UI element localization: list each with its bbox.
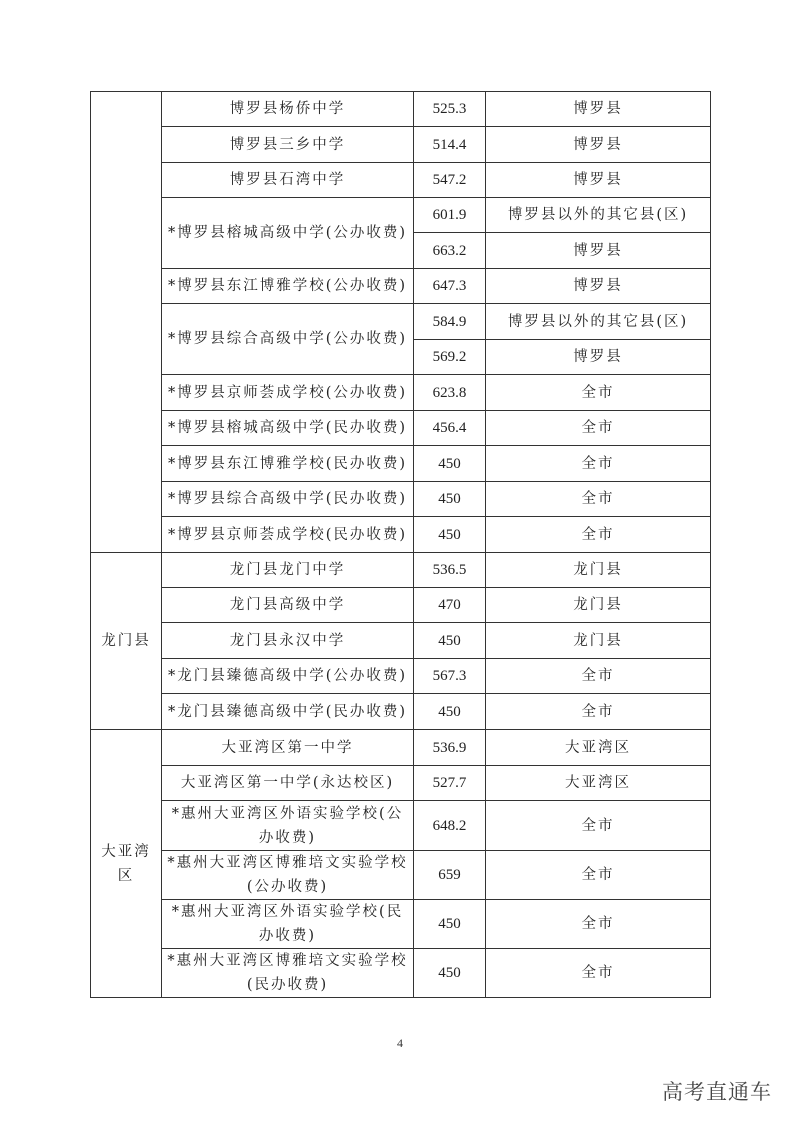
table-row <box>91 900 711 949</box>
table-row <box>91 801 711 851</box>
school-name: *博罗县东江博雅学校(民办收费) <box>162 446 414 482</box>
school-name: *博罗县综合高级中学(民办收费) <box>162 482 414 517</box>
school-name: 大亚湾区第一中学 <box>162 730 414 766</box>
scope-cell: 全市 <box>486 659 711 694</box>
score-cell: 663.2 <box>414 233 486 269</box>
school-name: *博罗县榕城高级中学(民办收费) <box>162 411 414 446</box>
score-cell: 527.7 <box>414 766 486 801</box>
table-row <box>91 163 711 198</box>
table-row <box>91 730 711 766</box>
score-cell: 647.3 <box>414 269 486 304</box>
scope-cell: 博罗县以外的其它县(区) <box>486 304 711 340</box>
score-cell: 584.9 <box>414 304 486 340</box>
score-cell: 456.4 <box>414 411 486 446</box>
scope-cell: 全市 <box>486 517 711 553</box>
score-cell: 601.9 <box>414 198 486 233</box>
table-row <box>91 482 711 517</box>
scope-cell: 博罗县以外的其它县(区) <box>486 198 711 233</box>
table-row <box>91 127 711 163</box>
score-cell: 450 <box>414 446 486 482</box>
school-name: *龙门县臻德高级中学(公办收费) <box>162 659 414 694</box>
table-row <box>91 588 711 623</box>
scope-cell: 全市 <box>486 411 711 446</box>
school-name: 博罗县杨侨中学 <box>162 92 414 127</box>
school-name: 龙门县高级中学 <box>162 588 414 623</box>
table-row <box>91 411 711 446</box>
score-cell: 514.4 <box>414 127 486 163</box>
school-name: *龙门县臻德高级中学(民办收费) <box>162 694 414 730</box>
score-cell: 525.3 <box>414 92 486 127</box>
scope-cell: 博罗县 <box>486 163 711 198</box>
table-row <box>91 766 711 801</box>
table-row <box>91 375 711 411</box>
score-cell: 450 <box>414 949 486 998</box>
scope-cell: 龙门县 <box>486 588 711 623</box>
table-row <box>91 694 711 730</box>
scope-cell: 龙门县 <box>486 623 711 659</box>
scope-cell: 大亚湾区 <box>486 730 711 766</box>
scope-cell: 全市 <box>486 801 711 851</box>
score-cell: 659 <box>414 851 486 900</box>
table-row <box>91 851 711 900</box>
score-cell: 536.9 <box>414 730 486 766</box>
school-name: 博罗县石湾中学 <box>162 163 414 198</box>
table-row <box>91 659 711 694</box>
school-name: *博罗县东江博雅学校(公办收费) <box>162 269 414 304</box>
scope-cell: 全市 <box>486 694 711 730</box>
score-cell: 470 <box>414 588 486 623</box>
school-name: 龙门县永汉中学 <box>162 623 414 659</box>
region-cell: 大亚湾区 <box>91 730 162 998</box>
score-cell: 536.5 <box>414 553 486 588</box>
watermark: 高考直通车 <box>662 1080 772 1104</box>
school-name: *惠州大亚湾区博雅培文实验学校(民办收费) <box>162 949 414 998</box>
score-cell: 450 <box>414 900 486 949</box>
school-name: *惠州大亚湾区外语实验学校(民办收费) <box>162 900 414 949</box>
scope-cell: 博罗县 <box>486 269 711 304</box>
table-row <box>91 623 711 659</box>
table-row <box>91 269 711 304</box>
score-cell: 567.3 <box>414 659 486 694</box>
school-name: *博罗县榕城高级中学(公办收费) <box>162 198 414 269</box>
school-name: *惠州大亚湾区外语实验学校(公办收费) <box>162 801 414 851</box>
school-name: *惠州大亚湾区博雅培文实验学校(公办收费) <box>162 851 414 900</box>
school-name: *博罗县京师荟成学校(民办收费) <box>162 517 414 553</box>
scope-cell: 全市 <box>486 375 711 411</box>
table-row <box>91 198 711 233</box>
school-name: *博罗县综合高级中学(公办收费) <box>162 304 414 375</box>
table-row <box>91 92 711 127</box>
score-cell: 450 <box>414 482 486 517</box>
score-cell: 569.2 <box>414 340 486 375</box>
table-row <box>91 553 711 588</box>
scope-cell: 博罗县 <box>486 233 711 269</box>
scope-cell: 龙门县 <box>486 553 711 588</box>
score-cell: 450 <box>414 694 486 730</box>
scope-cell: 博罗县 <box>486 92 711 127</box>
scope-cell: 全市 <box>486 949 711 998</box>
score-cell: 623.8 <box>414 375 486 411</box>
scope-cell: 大亚湾区 <box>486 766 711 801</box>
table-row <box>91 517 711 553</box>
school-name: 龙门县龙门中学 <box>162 553 414 588</box>
scope-cell: 全市 <box>486 446 711 482</box>
table-row <box>91 446 711 482</box>
scope-cell: 全市 <box>486 482 711 517</box>
page-number: 4 <box>397 1036 403 1050</box>
scope-cell: 博罗县 <box>486 340 711 375</box>
table-row <box>91 304 711 340</box>
school-name: 博罗县三乡中学 <box>162 127 414 163</box>
school-name: *博罗县京师荟成学校(公办收费) <box>162 375 414 411</box>
score-cell: 450 <box>414 517 486 553</box>
score-cell: 648.2 <box>414 801 486 851</box>
region-cell <box>91 92 162 553</box>
school-name: 大亚湾区第一中学(永达校区) <box>162 766 414 801</box>
scope-cell: 全市 <box>486 851 711 900</box>
region-cell: 龙门县 <box>91 553 162 730</box>
score-cell: 547.2 <box>414 163 486 198</box>
score-cell: 450 <box>414 623 486 659</box>
admission-score-table <box>90 91 711 998</box>
table-row <box>91 949 711 998</box>
scope-cell: 博罗县 <box>486 127 711 163</box>
scope-cell: 全市 <box>486 900 711 949</box>
